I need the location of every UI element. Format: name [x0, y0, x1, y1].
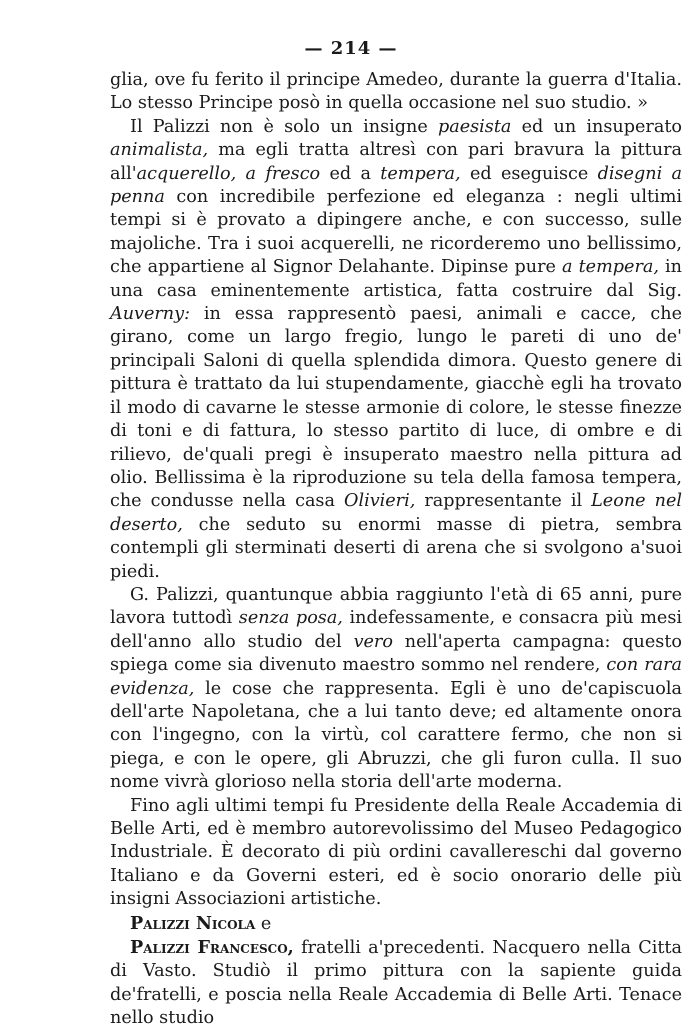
text-run: G. Palizzi, quantunque abbia raggiunto l'età di 65 anni, pure lavora tuttodì [110, 584, 682, 629]
paragraph-palizzi-techniques [110, 116, 682, 584]
italic-run: a tempera, [562, 257, 659, 278]
italic-run: tempera, [380, 163, 461, 184]
italic-run: acquerello, a fresco [136, 163, 321, 184]
italic-run: animalista, [110, 140, 209, 161]
text-run: in essa rappresentò paesi, animali e cacce, che girano, come un largo fregio, lungo le pareti di uno de' principali Saloni di quella splendida dimora. Questo genere di pittura è trattato da lui stupendamente, giacchè egli ha trovato il modo di cavarne le stesse armonie di colore, le stesse finezze di toni e di fattura, lo stesso partito di luce, di ombre e di rilievo, de'quali pregi è insuperato maestro nella pittura ad olio. Bellissima è la riproduzione su tela della famosa tempera, che condusse nella casa [110, 304, 682, 512]
text-line: Lo stesso Principe posò in quella occasione nel suo studio. » [110, 93, 648, 114]
text-run: ed un insuperato [511, 116, 682, 137]
italic-run: Olivieri, [344, 491, 416, 512]
entry-heading-nicola [110, 912, 682, 936]
italic-run: vero [353, 631, 393, 652]
text-line: glia, ove fu ferito il principe Amedeo, durante la guerra d'Italia. [110, 70, 682, 90]
body-text [110, 69, 682, 1031]
italic-run: senza posa, [238, 608, 343, 629]
italic-run: paesista [437, 116, 512, 137]
text-run: ma egli tratta altresì con pari bravura la pittura all' [110, 140, 682, 184]
paragraph-palizzi-honors: Fino agli ultimi tempi fu Presidente della Reale Accademia di Belle Arti, ed è membro autorevolissimo del Museo Pedagogico Industriale. È decorato di più ordini cavallereschi dal governo Italiano e da Governi esteri, ed è socio onorario delle più insigni Associazioni artistiche. [110, 795, 682, 910]
italic-run: Auverny: [110, 304, 190, 325]
italic-run: Leone nel deserto, [110, 491, 682, 535]
text-run: nell'aperta campagna: questo spiega come sia divenuto maestro sommo nel rendere, [110, 631, 682, 676]
text-run: e [255, 913, 272, 934]
text-run: indefessamente, e consacra più mesi dell'anno allo studio del [110, 608, 682, 652]
paragraph-palizzi-career [110, 584, 682, 795]
italic-run: disegni a penna [110, 163, 683, 208]
page-number: — 214 — [304, 38, 398, 59]
text-run: fratelli a'precedenti. Nacquero nella Citta di Vasto. Studiò il primo pittura con la sapiente guida de'fratelli, e poscia nella Reale Accademia di Belle Arti. Tenace nello studio [110, 938, 682, 1029]
italic-run: con rara evidenza, [110, 655, 683, 699]
text-run: Il Palizzi non è solo un insigne [130, 116, 438, 137]
text-run: rappresentante il [415, 491, 592, 512]
text-run: con incredibile perfezione ed eleganza : negli ultimi tempi si è provato a dipingere anche, e con successo, sulle majoliche. Tra i suoi acquerelli, ne ricorderemo uno bellissimo, che appartiene al Signor Delahante. Dipinse pure [110, 187, 682, 278]
text-run: ed a [320, 163, 381, 184]
entry-name: Palizzi Francesco, [130, 937, 294, 959]
entry-francesco [110, 936, 682, 1031]
entry-name: Palizzi Nicola [130, 912, 256, 934]
text-run: in una casa eminentemente artistica, fatta costruire dal Sig. [110, 257, 682, 301]
text-run: ed eseguisce [460, 163, 598, 184]
paragraph-continued [110, 69, 682, 116]
text-run: che seduto su enormi masse di pietra, sembra contempli gli sterminati deserti di arena che si svolgono a'suoi piedi. [110, 514, 682, 582]
text-run: le cose che rappresenta. Egli è uno de'capiscuola dell'arte Napoletana, che a lui tanto deve; ed altamente onora con l'ingegno, con la virtù, col carattere fermo, che non si piega, e con le opere, gli Abruzzi, che gli furon culla. Il suo nome vivrà glorioso nella storia dell'arte moderna. [110, 678, 682, 793]
